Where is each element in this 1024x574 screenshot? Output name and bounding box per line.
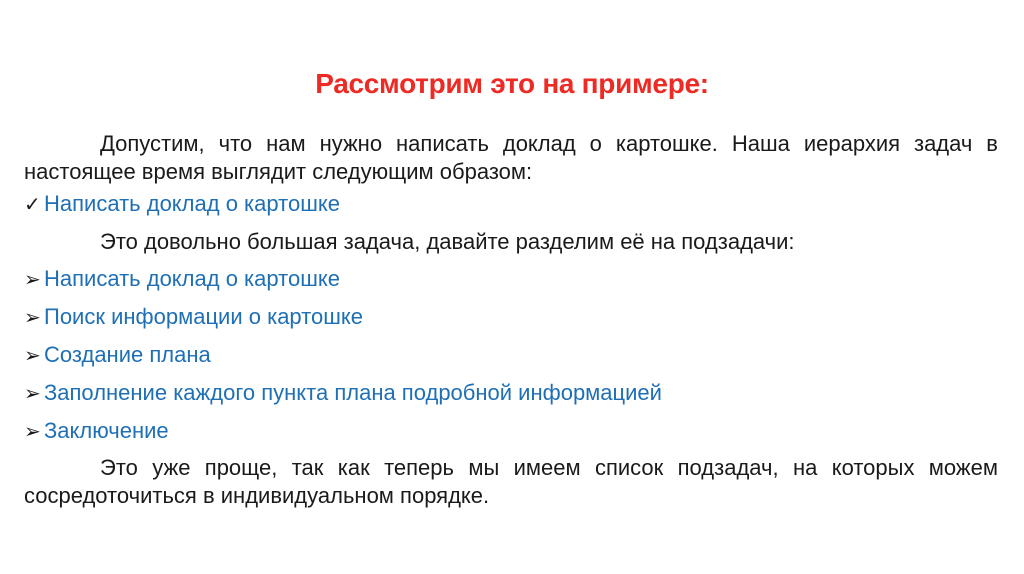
- slide-body: [24, 130, 998, 510]
- subtask-item: [24, 379, 998, 408]
- arrow-bullet-icon: ➢: [24, 421, 41, 443]
- slide-title: Рассмотрим это на примере:: [315, 68, 709, 99]
- arrow-bullet-icon: ➢: [24, 269, 41, 291]
- subtask-item: [24, 341, 998, 370]
- subtask-item: [24, 417, 998, 446]
- subtask-item: [24, 265, 998, 294]
- subtask-text: Создание плана: [44, 342, 211, 367]
- arrow-bullet-icon: ➢: [24, 307, 41, 329]
- split-paragraph: Это довольно большая задача, давайте разделим её на подзадачи:: [100, 229, 795, 254]
- conclusion-paragraph: Это уже проще, так как теперь мы имеем список подзадач, на которых можем сосредоточиться в индивидуальном порядке.: [24, 455, 998, 508]
- subtask-text: Заполнение каждого пункта плана подробной информацией: [44, 380, 662, 405]
- arrow-bullet-icon: ➢: [24, 383, 41, 405]
- checkmark-icon: ✓: [24, 194, 41, 216]
- subtask-text: Поиск информации о картошке: [44, 304, 363, 329]
- subtask-item: [24, 303, 998, 332]
- arrow-bullet-icon: ➢: [24, 345, 41, 367]
- main-task-text: Написать доклад о картошке: [44, 191, 340, 216]
- main-task-item: [24, 190, 998, 219]
- intro-paragraph: Допустим, что нам нужно написать доклад о картошке. Наша иерархия задач в настоящее время выглядит следующим образом:: [24, 131, 998, 184]
- subtask-text: Написать доклад о картошке: [44, 266, 340, 291]
- subtask-text: Заключение: [44, 418, 169, 443]
